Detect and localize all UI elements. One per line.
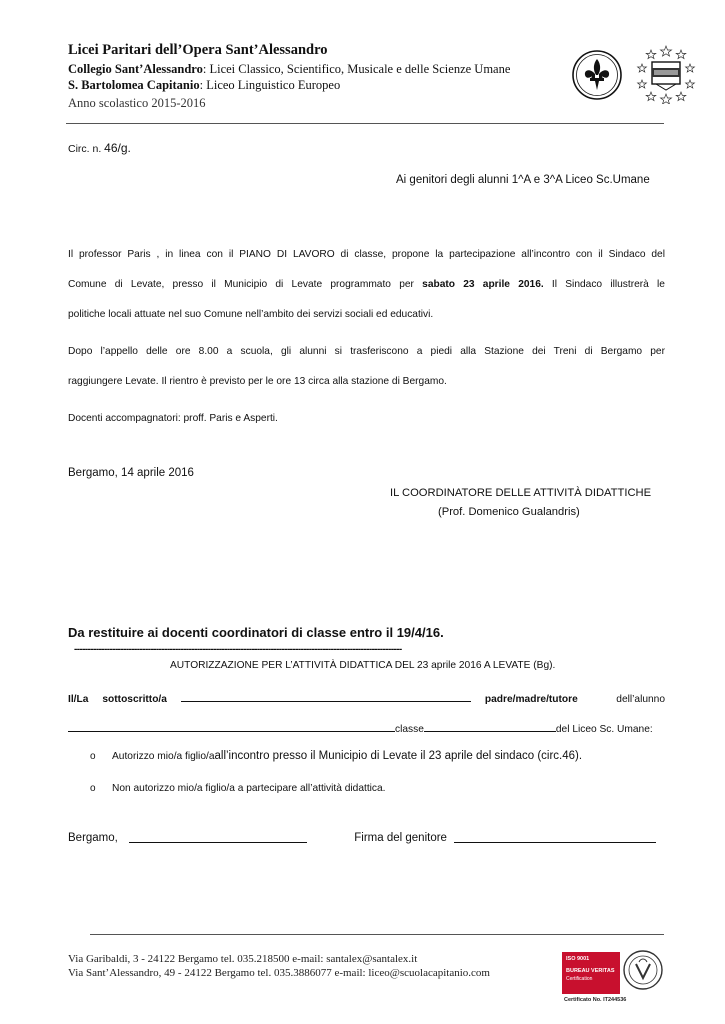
label-sottoscritto: sottoscritto/a <box>102 694 167 705</box>
circular-label: Circ. n. <box>68 143 105 155</box>
label-classe: classe <box>395 724 424 735</box>
college-line <box>68 62 510 77</box>
school-year: Anno scolastico 2015-2016 <box>68 96 206 110</box>
class-field[interactable] <box>424 720 556 732</box>
option-deny-text: Non autorizzo mio/a figlio/a a partecipare all’attività didattica. <box>112 783 386 794</box>
label-alunno: dell’alunno <box>616 694 665 705</box>
coordinator-name: (Prof. Domenico Gualandris) <box>438 506 580 518</box>
parent-signature-field[interactable] <box>454 831 656 843</box>
p1-l2-c: Il Sindaco illustrerà le <box>543 279 665 290</box>
option-deny-bullet[interactable]: o <box>90 783 96 794</box>
label-padre-madre-tutore: padre/madre/tutore <box>484 694 578 705</box>
header-divider <box>66 123 664 124</box>
signer-name-field[interactable] <box>181 690 471 702</box>
school-title: Licei Paritari dell’Opera Sant’Alessandro <box>68 42 328 58</box>
label-il-la: Il/La <box>68 694 89 705</box>
cert-sub: Certification <box>566 976 593 982</box>
form-row-signer <box>68 690 665 705</box>
teachers-line: Docenti accompagnatori: proff. Paris e Asperti. <box>68 413 278 424</box>
option-authorize-text-b: all’incontro presso il Municipio di Levate il 23 aprile del sindaco (circ.46). <box>214 750 583 762</box>
label-liceo: del Liceo Sc. Umane: <box>555 724 653 735</box>
recipients: Ai genitori degli alunni 1^A e 3^A Liceo Sc.Umane <box>396 174 650 186</box>
cert-bv: BUREAU VERITAS <box>566 968 615 974</box>
sign-date-field[interactable] <box>129 831 307 843</box>
circular-number <box>68 141 131 155</box>
paragraph-2-line-2: raggiungere Levate. Il rientro è previsto per le ore 13 circa alla stazione di Bergamo. <box>68 376 447 387</box>
paragraph-1-line-3: politiche locali attuate nel suo Comune nell’ambito dei servizi sociali ed educativi. <box>68 309 434 320</box>
paragraph-3 <box>68 412 665 426</box>
sign-place-label: Bergamo, <box>68 832 118 844</box>
college-desc: : Licei Classico, Scientifico, Musicale e delle Scienze Umane <box>202 62 511 76</box>
option-authorize[interactable] <box>90 750 582 762</box>
address-santalessandro: Via Sant’Alessandro, 49 - 24122 Bergamo tel. 035.3886077 e-mail: liceo@scuolacapitanio.com <box>68 967 490 979</box>
return-slip-title: Da restituire ai docenti coordinatori di classe entro il 19/4/16. <box>68 625 444 640</box>
place-date: Bergamo, 14 aprile 2016 <box>68 467 194 479</box>
college-name: Collegio Sant’Alessandro <box>68 62 203 76</box>
event-date: sabato 23 aprile 2016. <box>422 279 544 290</box>
footer-divider <box>90 934 664 935</box>
paragraph-1-line-2 <box>68 278 665 292</box>
capitanio-name: S. Bartolomea Capitanio <box>68 78 200 92</box>
coordinator-role: IL COORDINATORE DELLE ATTIVITÀ DIDATTICHE <box>390 487 652 499</box>
capitanio-line <box>68 78 340 93</box>
form-row-student <box>68 720 665 735</box>
option-authorize-bullet[interactable]: o <box>90 751 96 762</box>
address-garibaldi: Via Garibaldi, 3 - 24122 Bergamo tel. 035.218500 e-mail: santalex@santalex.it <box>68 953 418 965</box>
parent-signature-label: Firma del genitore <box>354 832 447 844</box>
circular-value: 46/g. <box>104 141 131 155</box>
bureau-veritas-seal-icon <box>622 948 664 1001</box>
option-authorize-text-a: Autorizzo mio/a figlio/a <box>112 751 215 762</box>
school-badge-logo-icon <box>636 44 696 109</box>
paragraph-2 <box>68 345 665 389</box>
signature-row <box>68 831 656 844</box>
cert-iso: ISO 9001 <box>566 956 590 962</box>
fleur-de-lis-logo-icon <box>570 48 624 107</box>
cut-line: ------------------------------------------------------------------------------------------------------------------------ <box>74 644 402 655</box>
paragraph-2-line-1: Dopo l’appello delle ore 8.00 a scuola, gli alunni si trasferiscono a piedi alla Stazione dei Treni di Bergamo per <box>68 346 665 357</box>
p1-l2-a: Comune di Levate, presso il Municipio di Levate programmato per <box>68 279 423 290</box>
paragraph-1-line-1: Il professor Paris , in linea con il PIANO DI LAVORO di classe, propone la partecipazione all’incontro con il Sindaco del <box>68 249 665 260</box>
option-deny[interactable] <box>90 783 386 794</box>
capitanio-desc: : Liceo Linguistico Europeo <box>199 78 341 92</box>
paragraph-1 <box>68 248 665 322</box>
cert-number: Certificato No. IT244536 <box>564 997 627 1003</box>
bureau-veritas-certification-logo <box>560 946 668 1008</box>
student-name-field[interactable] <box>68 720 395 732</box>
authorization-title: AUTORIZZAZIONE PER L’ATTIVITÀ DIDATTICA DEL 23 aprile 2016 A LEVATE (Bg). <box>170 660 556 671</box>
